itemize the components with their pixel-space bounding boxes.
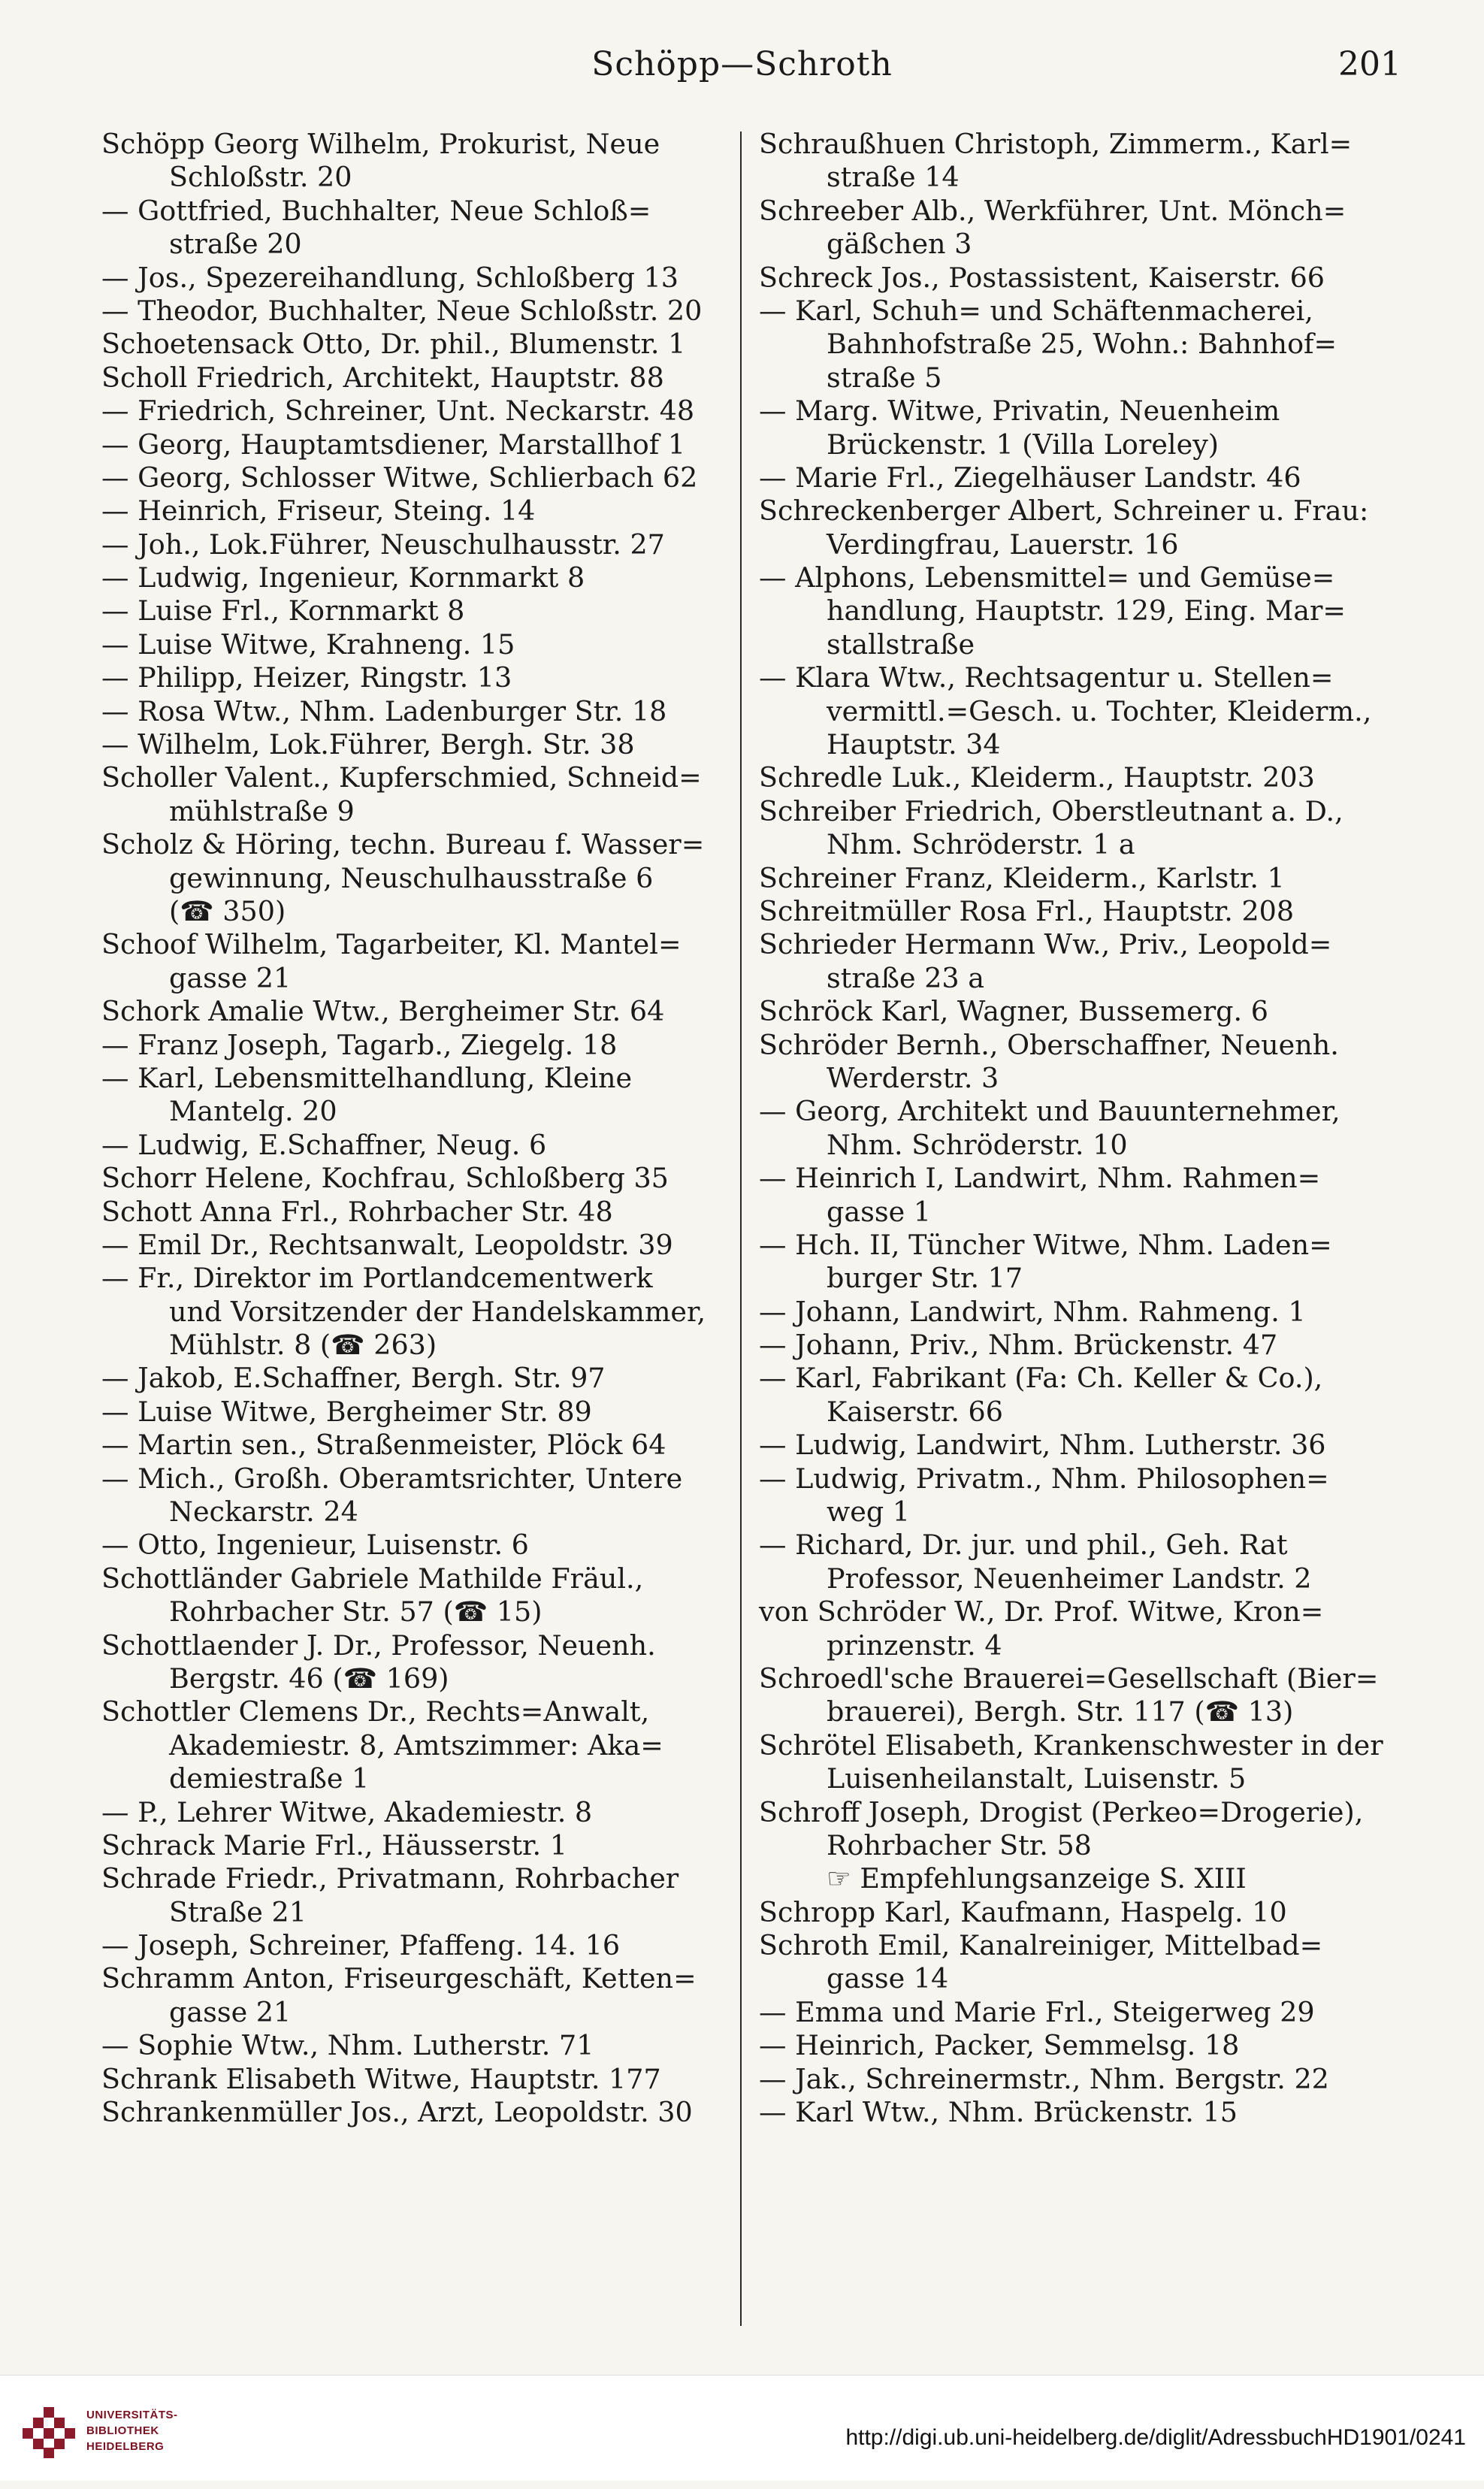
directory-entry-line: Nhm. Schröderstr. 1 a [827, 828, 1135, 861]
directory-entry-line: Schorr Helene, Kochfrau, Schloßberg 35 [101, 1162, 669, 1195]
directory-entry-line: — Karl, Schuh= und Schäftenmacherei, [759, 294, 1313, 327]
directory-entry-line: prinzenstr. 4 [827, 1629, 1002, 1662]
library-name [86, 2407, 178, 2454]
directory-entry-line: — Sophie Wtw., Nhm. Lutherstr. 71 [101, 2029, 594, 2062]
directory-entry-line: — Richard, Dr. jur. und phil., Geh. Rat [759, 1529, 1288, 1562]
library-name-line: BIBLIOTHEK [86, 2424, 159, 2437]
directory-entry-line: Akademiestr. 8, Amtszimmer: Aka= [169, 1728, 663, 1762]
directory-entry-line: Schloßstr. 20 [169, 161, 352, 194]
directory-entry-line: Schrank Elisabeth Witwe, Hauptstr. 177 [101, 2062, 661, 2095]
directory-entry-line: — Ludwig, Ingenieur, Kornmarkt 8 [101, 561, 585, 594]
directory-entry-line: brauerei), Bergh. Str. 117 (☎ 13) [827, 1695, 1294, 1728]
directory-entry-line: Mühlstr. 8 (☎ 263) [169, 1329, 437, 1362]
directory-entry-line: Schreiner Franz, Kleiderm., Karlstr. 1 [759, 861, 1285, 894]
directory-entry-line: Nhm. Schröderstr. 10 [827, 1128, 1128, 1161]
directory-entry-line: Rohrbacher Str. 57 (☎ 15) [169, 1595, 543, 1629]
directory-entry-line: Bahnhofstraße 25, Wohn.: Bahnhof= [827, 328, 1337, 361]
directory-entry-line: — Theodor, Buchhalter, Neue Schloßstr. 20 [101, 294, 703, 327]
directory-entry-line: Schrieder Hermann Ww., Priv., Leopold= [759, 928, 1332, 961]
directory-entry-line: — Otto, Ingenieur, Luisenstr. 6 [101, 1529, 529, 1562]
directory-entry-line: Schreckenberger Albert, Schreiner u. Frau: [759, 494, 1369, 528]
directory-entry-line: Schoof Wilhelm, Tagarbeiter, Kl. Mantel= [101, 928, 682, 961]
directory-entry-line: Schott Anna Frl., Rohrbacher Str. 48 [101, 1195, 613, 1228]
directory-entry-line: (☎ 350) [169, 894, 286, 927]
directory-entry-line: — Joh., Lok.Führer, Neuschulhausstr. 27 [101, 528, 665, 561]
directory-entry-line: gasse 21 [169, 1995, 292, 2028]
directory-entry-line: — Luise Frl., Kornmarkt 8 [101, 594, 465, 628]
directory-entry-line: Schreitmüller Rosa Frl., Hauptstr. 208 [759, 894, 1295, 927]
directory-entry-line: burger Str. 17 [827, 1262, 1023, 1295]
directory-entry-line: — Johann, Landwirt, Nhm. Rahmeng. 1 [759, 1295, 1306, 1328]
directory-entry-line: und Vorsitzender der Handelskammer, [169, 1295, 706, 1328]
directory-entry-line: Schreeber Alb., Werkführer, Unt. Mönch= [759, 194, 1346, 227]
directory-entry-line: — Karl Wtw., Nhm. Brückenstr. 15 [759, 2096, 1238, 2129]
directory-entry-line: — Gottfried, Buchhalter, Neue Schloß= [101, 194, 651, 227]
directory-entry-line: — Fr., Direktor im Portlandcementwerk [101, 1262, 653, 1295]
directory-entry-line: Schröck Karl, Wagner, Bussemerg. 6 [759, 995, 1268, 1028]
directory-entry-line: — Ludwig, Privatm., Nhm. Philosophen= [759, 1462, 1329, 1495]
directory-entry-line: gäßchen 3 [827, 228, 972, 261]
library-name-line: UNIVERSITÄTS- [86, 2409, 178, 2421]
directory-entry-line: straße 5 [827, 361, 942, 394]
directory-entry-line: demiestraße 1 [169, 1762, 370, 1795]
directory-entry-line: Schreck Jos., Postassistent, Kaiserstr. 66 [759, 261, 1325, 294]
directory-entry-line: Mantelg. 20 [169, 1095, 337, 1128]
column-divider [740, 132, 742, 2326]
directory-entry-line: Straße 21 [169, 1895, 307, 1928]
directory-entry-line: — Philipp, Heizer, Ringstr. 13 [101, 661, 512, 694]
directory-entry-line: — Jak., Schreinermstr., Nhm. Bergstr. 22 [759, 2062, 1329, 2095]
directory-entry-line: — Marg. Witwe, Privatin, Neuenheim [759, 395, 1280, 428]
directory-entry-line: gasse 1 [827, 1195, 932, 1228]
directory-entry-line: Schroedl'sche Brauerei=Gesellschaft (Bier= [759, 1662, 1379, 1695]
directory-entry-line: vermittl.=Gesch. u. Tochter, Kleiderm., [827, 694, 1372, 727]
directory-entry-line: — Franz Joseph, Tagarb., Ziegelg. 18 [101, 1028, 618, 1061]
directory-entry-line: Scholz & Höring, techn. Bureau f. Wasser= [101, 828, 705, 861]
directory-entry-line: — Jakob, E.Schaffner, Bergh. Str. 97 [101, 1362, 606, 1395]
footer [0, 2375, 1484, 2481]
directory-entry-line: — Karl, Fabrikant (Fa: Ch. Keller & Co.), [759, 1362, 1323, 1395]
right-column [759, 128, 1390, 2129]
directory-entry-line: — Emil Dr., Rechtsanwalt, Leopoldstr. 39 [101, 1228, 673, 1261]
directory-entry-line: Neckarstr. 24 [169, 1496, 358, 1529]
directory-entry-line: handlung, Hauptstr. 129, Eing. Mar= [827, 594, 1346, 628]
directory-entry-line: — Wilhelm, Lok.Führer, Bergh. Str. 38 [101, 728, 635, 761]
directory-entry-line: Schottländer Gabriele Mathilde Fräul., [101, 1562, 644, 1595]
directory-entry-line: Werderstr. 3 [827, 1061, 999, 1094]
directory-entry-line: Schredle Luk., Kleiderm., Hauptstr. 203 [759, 761, 1315, 794]
directory-entry-line: Schropp Karl, Kaufmann, Haspelg. 10 [759, 1895, 1287, 1928]
directory-entry-line: gasse 14 [827, 1962, 949, 1995]
directory-entry-line: — Ludwig, E.Schaffner, Neug. 6 [101, 1128, 547, 1161]
directory-entry-line: Schottlaender J. Dr., Professor, Neuenh. [101, 1629, 656, 1662]
directory-entry-line: Schroth Emil, Kanalreiniger, Mittelbad= [759, 1929, 1323, 1962]
directory-entry-line: Schraußhuen Christoph, Zimmerm., Karl= [759, 128, 1353, 160]
directory-entry-line: — Mich., Großh. Oberamtsrichter, Untere [101, 1462, 683, 1495]
directory-entry-line: Schrack Marie Frl., Häusserstr. 1 [101, 1828, 567, 1861]
directory-entry-line: — Jos., Spezereihandlung, Schloßberg 13 [101, 261, 679, 294]
directory-entry-line: — Klara Wtw., Rechtsagentur u. Stellen= [759, 661, 1334, 694]
directory-entry-line: — Luise Witwe, Bergheimer Str. 89 [101, 1395, 592, 1428]
directory-entry-line: Scholler Valent., Kupferschmied, Schneid= [101, 761, 702, 794]
directory-entry-line: stallstraße [827, 628, 975, 661]
directory-entry-line: straße 23 a [827, 961, 984, 994]
directory-entry-line: Schramm Anton, Friseurgeschäft, Ketten= [101, 1962, 697, 1995]
directory-entry-line: Professor, Neuenheimer Landstr. 2 [827, 1562, 1312, 1595]
directory-entry-line: — Hch. II, Tüncher Witwe, Nhm. Laden= [759, 1228, 1332, 1261]
directory-entry-line: mühlstraße 9 [169, 794, 355, 827]
directory-entry-line: Rohrbacher Str. 58 [827, 1828, 1092, 1861]
directory-entry-line: Kaiserstr. 66 [827, 1395, 1003, 1428]
directory-entry-line: — Joseph, Schreiner, Pfaffeng. 14. 16 [101, 1929, 621, 1962]
directory-entry-line: Brückenstr. 1 (Villa Loreley) [827, 428, 1220, 461]
directory-entry-line: — Alphons, Lebensmittel= und Gemüse= [759, 561, 1335, 594]
page-header [0, 38, 1484, 98]
directory-entry-line: Luisenheilanstalt, Luisenstr. 5 [827, 1762, 1247, 1795]
directory-entry-line: Hauptstr. 34 [827, 728, 1001, 761]
directory-entry-line: Schoetensack Otto, Dr. phil., Blumenstr. 1 [101, 328, 686, 361]
directory-entry-line: weg 1 [827, 1496, 911, 1529]
directory-entry-line: straße 14 [827, 161, 960, 194]
directory-entry-line: — Heinrich, Friseur, Steing. 14 [101, 494, 536, 528]
directory-entry-line: — Friedrich, Schreiner, Unt. Neckarstr. 48 [101, 395, 695, 428]
directory-entry-line: — Georg, Hauptamtsdiener, Marstallhof 1 [101, 428, 686, 461]
left-column [101, 128, 733, 2129]
running-head: Schöpp—Schroth [591, 45, 893, 83]
directory-entry-line: ☞ Empfehlungsanzeige S. XIII [827, 1862, 1247, 1895]
directory-entry-line: Schrankenmüller Jos., Arzt, Leopoldstr. 30 [101, 2096, 693, 2129]
directory-entry-line: — Heinrich, Packer, Semmelsg. 18 [759, 2029, 1240, 2062]
directory-entry-line: — Georg, Schlosser Witwe, Schlierbach 62 [101, 461, 698, 494]
directory-entry-line: — Luise Witwe, Krahneng. 15 [101, 628, 515, 661]
directory-entry-line: — Rosa Wtw., Nhm. Ladenburger Str. 18 [101, 694, 667, 727]
directory-entry-line: Schroff Joseph, Drogist (Perkeo=Drogerie), [759, 1795, 1364, 1828]
directory-entry-line: Schröder Bernh., Oberschaffner, Neuenh. [759, 1028, 1339, 1061]
directory-entry-line: Verdingfrau, Lauerstr. 16 [827, 528, 1179, 561]
directory-entry-line: — Emma und Marie Frl., Steigerweg 29 [759, 1995, 1315, 2028]
directory-entry-line: — Karl, Lebensmittelhandlung, Kleine [101, 1061, 633, 1094]
directory-entry-line: gasse 21 [169, 961, 292, 994]
directory-entry-line: gewinnung, Neuschulhausstraße 6 [169, 861, 654, 894]
directory-entry-line: — Johann, Priv., Nhm. Brückenstr. 47 [759, 1329, 1278, 1362]
directory-entry-line: Schrötel Elisabeth, Krankenschwester in der [759, 1728, 1383, 1762]
source-url-link[interactable]: http://digi.ub.uni-heidelberg.de/diglit/AdressbuchHD1901/0241 [845, 2425, 1466, 2450]
directory-entry-line: Schöpp Georg Wilhelm, Prokurist, Neue [101, 128, 660, 160]
directory-entry-line: Schrade Friedr., Privatmann, Rohrbacher [101, 1862, 679, 1895]
directory-entry-line: — Ludwig, Landwirt, Nhm. Lutherstr. 36 [759, 1429, 1326, 1462]
directory-entry-line: Scholl Friedrich, Architekt, Hauptstr. 88 [101, 361, 664, 394]
directory-entry-line: — Heinrich I, Landwirt, Nhm. Rahmen= [759, 1162, 1321, 1195]
directory-entry-line: Schork Amalie Wtw., Bergheimer Str. 64 [101, 995, 665, 1028]
page-number: 201 [1338, 45, 1401, 83]
directory-entry-line: von Schröder W., Dr. Prof. Witwe, Kron= [759, 1595, 1324, 1629]
directory-entry-line: straße 20 [169, 228, 302, 261]
university-library-logo-icon [21, 2404, 77, 2460]
directory-entry-line: Bergstr. 46 (☎ 169) [169, 1662, 449, 1695]
directory-entry-line: — P., Lehrer Witwe, Akademiestr. 8 [101, 1795, 593, 1828]
directory-entry-line: Schottler Clemens Dr., Rechts=Anwalt, [101, 1695, 650, 1728]
directory-entry-line: — Marie Frl., Ziegelhäuser Landstr. 46 [759, 461, 1301, 494]
directory-entry-line: Schreiber Friedrich, Oberstleutnant a. D., [759, 794, 1343, 827]
library-name-line: HEIDELBERG [86, 2440, 165, 2453]
directory-entry-line: — Martin sen., Straßenmeister, Plöck 64 [101, 1429, 666, 1462]
directory-entry-line: — Georg, Architekt und Bauunternehmer, [759, 1095, 1340, 1128]
